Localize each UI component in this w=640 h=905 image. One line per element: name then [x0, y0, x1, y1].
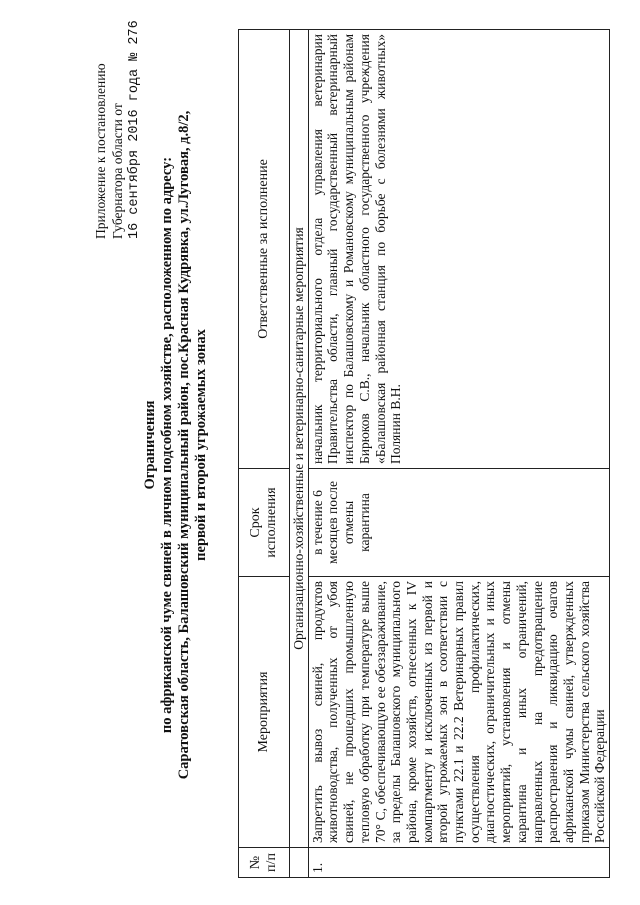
document-title [142, 75, 210, 815]
header-responsible: Ответственные за исполнение [239, 30, 290, 469]
title-line-4: первой и второй угрожаемых зонах [193, 329, 209, 561]
appendix-date-number: 16 сентября 2016 года № 276 [127, 20, 142, 239]
title-line-2: по африканской чуме свиней в личном подсобном хозяйстве, расположенном по адресу: [159, 156, 175, 734]
table-header-row [239, 30, 290, 878]
appendix-line-2: Губернатора области от [110, 103, 125, 239]
table-row [308, 30, 609, 878]
appendix-line-1: Приложение к постановлению [93, 63, 108, 239]
header-measures: Мероприятия [239, 577, 290, 848]
row-measure: Запретить вывоз свиней, продуктов животноводства, полученных от убоя свиней, не прошедших промышленную тепловую обработку при температуре выше 70° С, обеспечивающую ее обеззараживание, за пределы Балашовского муниципального района, кроме хозяйств, отнесенных к IV компартменту и исключенных из первой и второй угрожаемых зон в соответствии с пунктами 22.1 и 22.2 Ветеринарных правил осуществления профилактических, диагностических, ограничительных и иных мероприятий, установления и отмены карантина и иных ограничений, направленных на предотвращение распространения и ликвидацию очагов африканской чумы свиней, утвержденных приказом Министерства сельского хозяйства Российской Федерации [308, 577, 609, 848]
section-row [290, 30, 309, 878]
title-heading: Ограничения [142, 400, 158, 490]
header-deadline: Срок исполнения [239, 469, 290, 577]
title-line-3: Саратовская область, Балашовский муниципальный район, пос.Красная Кудрявка, ул.Луговая, д.8/2, [176, 110, 192, 780]
appendix-note [92, 9, 143, 239]
row-deadline: в течение 6 месяцев после отмены карантина [308, 469, 609, 577]
header-number: № п/п [239, 848, 290, 878]
section-title: Организационно-хозяйственные и ветеринарно-санитарные мероприятия [290, 30, 309, 848]
row-number: 1. [308, 848, 609, 878]
restrictions-table [238, 29, 610, 878]
row-responsible: начальник территориального отдела управления ветеринарии Правительства области, главный государственный ветеринарный инспектор по Балашовскому и Романовскому муниципальным районам Бирюков С.В., начальник областного государственного учреждения «Балашовская районная станция по борьбе с болезнями животных» Полянин В.Н. [308, 30, 609, 469]
